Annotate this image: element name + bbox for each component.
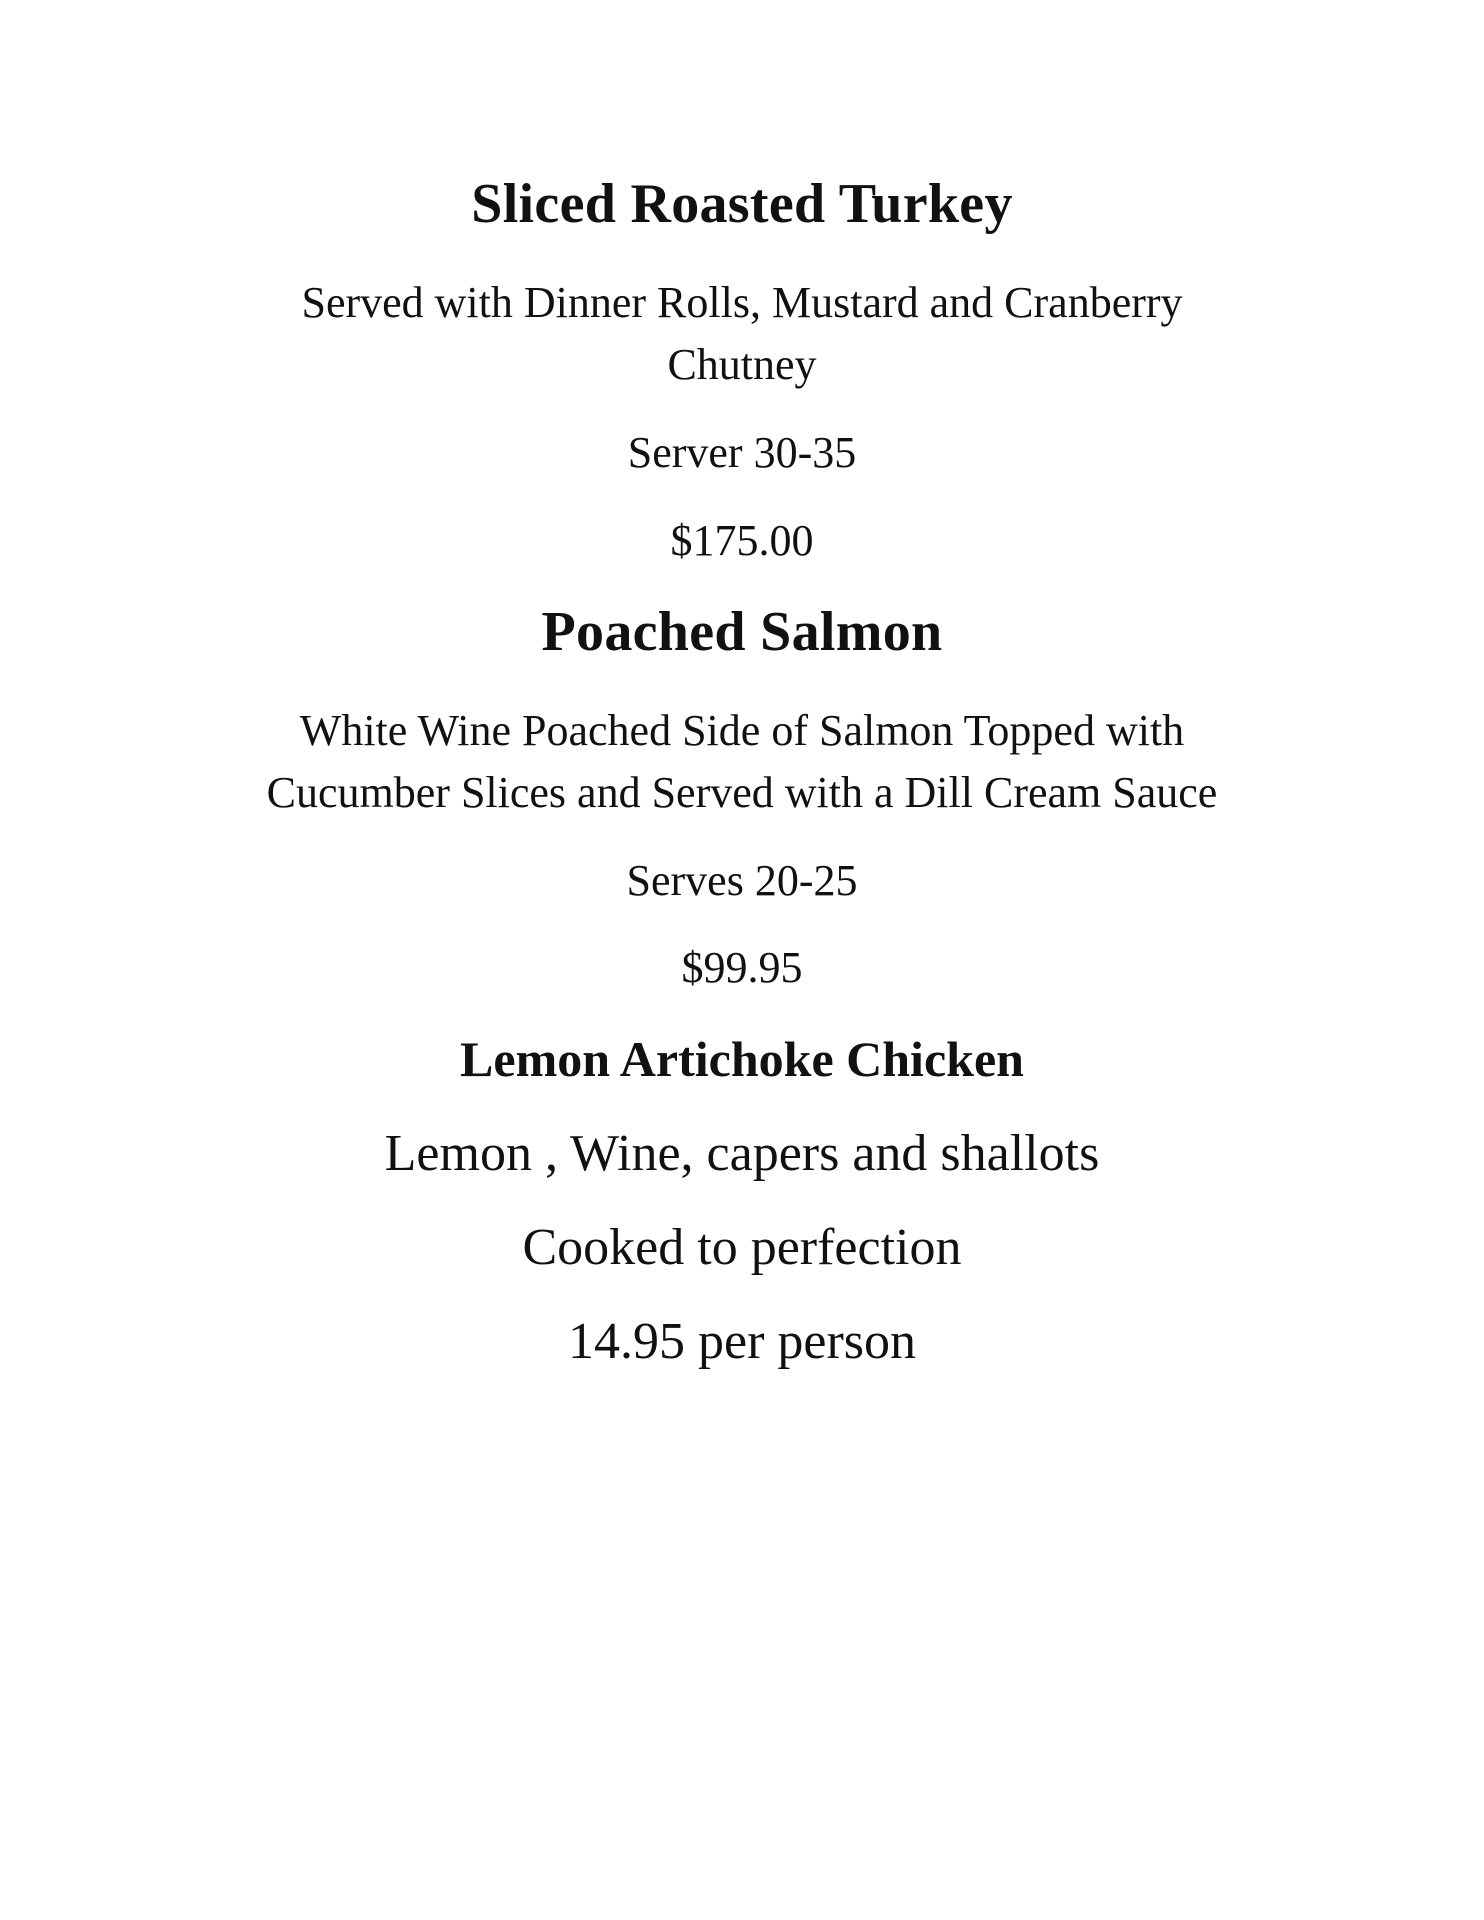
- item-serving-turkey: Server 30-35: [627, 428, 857, 477]
- item-serving-salmon: Serves 20-25: [626, 856, 858, 905]
- item-title-turkey: Sliced Roasted Turkey: [471, 173, 1013, 235]
- item-description-salmon-line1: White Wine Poached Side of Salmon Topped with: [299, 706, 1185, 755]
- item-description-chicken-line1: Lemon , Wine, capers and shallots: [384, 1125, 1100, 1182]
- item-description-turkey-line2: Chutney: [667, 340, 817, 389]
- item-description-salmon-line2: Cucumber Slices and Served with a Dill Cream Sauce: [266, 768, 1218, 817]
- item-description-chicken-line2: Cooked to perfection: [522, 1219, 962, 1276]
- item-title-chicken: Lemon Artichoke Chicken: [460, 1031, 1024, 1087]
- item-description-turkey-line1: Served with Dinner Rolls, Mustard and Cranberry: [301, 278, 1183, 327]
- item-price-turkey: $175.00: [670, 516, 814, 565]
- item-title-salmon: Poached Salmon: [541, 601, 943, 663]
- item-price-chicken: 14.95 per person: [567, 1313, 917, 1370]
- item-price-salmon: $99.95: [681, 943, 803, 992]
